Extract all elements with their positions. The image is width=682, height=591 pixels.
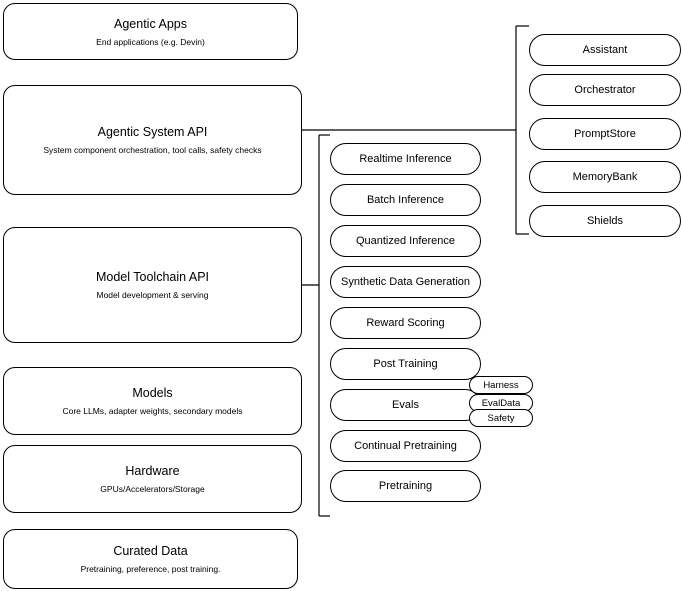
- stack-layer-title: Models: [132, 386, 173, 400]
- component-synthetic-data-generation[interactable]: [330, 266, 481, 298]
- component-quantized-inference[interactable]: [330, 225, 481, 257]
- stack-layer-models[interactable]: [3, 367, 302, 435]
- component-realtime-inference[interactable]: [330, 143, 481, 175]
- component-pretraining[interactable]: [330, 470, 481, 502]
- component-label: Harness: [483, 379, 519, 391]
- component-label: Realtime Inference: [359, 153, 452, 165]
- component-memorybank[interactable]: [529, 161, 681, 193]
- stack-layer-title: Curated Data: [113, 544, 188, 558]
- component-label: Safety: [487, 412, 515, 424]
- stack-layer-curated-data[interactable]: [3, 529, 298, 589]
- component-label: Quantized Inference: [355, 235, 456, 247]
- stack-layer-model-toolchain-api[interactable]: [3, 227, 302, 343]
- component-label: Continual Pretraining: [354, 440, 457, 452]
- component-label: Shields: [586, 215, 624, 227]
- component-label: Synthetic Data Generation: [340, 276, 471, 288]
- stack-layer-title: Model Toolchain API: [95, 270, 210, 284]
- stack-layer-subtitle: Pretraining, preference, post training.: [80, 564, 221, 574]
- stack-layer-hardware[interactable]: [3, 445, 302, 513]
- stack-layer-subtitle: End applications (e.g. Devin): [96, 36, 205, 47]
- component-label: Pretraining: [378, 480, 433, 492]
- stack-layer-agentic-system-api[interactable]: [3, 85, 302, 195]
- stack-layer-subtitle: System component orchestration, tool calls, safety checks: [43, 145, 262, 155]
- component-reward-scoring[interactable]: [330, 307, 481, 339]
- stack-layer-agentic-apps[interactable]: [3, 3, 298, 60]
- component-promptstore[interactable]: [529, 118, 681, 150]
- component-safety[interactable]: [469, 409, 533, 427]
- stack-layer-subtitle: Model development & serving: [96, 290, 209, 300]
- component-evals[interactable]: [330, 389, 481, 421]
- stack-layer-title: Agentic Apps: [114, 16, 187, 31]
- stack-layer-title: Agentic System API: [97, 125, 208, 139]
- component-shields[interactable]: [529, 205, 681, 237]
- component-label: PromptStore: [574, 128, 636, 140]
- stack-layer-title: Hardware: [125, 464, 180, 478]
- stack-layer-subtitle: GPUs/Accelerators/Storage: [100, 484, 205, 494]
- component-label: Post Training: [373, 358, 438, 370]
- component-label: Reward Scoring: [366, 317, 445, 329]
- component-assistant[interactable]: [529, 34, 681, 66]
- component-label: Batch Inference: [366, 194, 445, 206]
- component-label: Assistant: [582, 44, 628, 56]
- component-label: Orchestrator: [574, 84, 636, 96]
- component-batch-inference[interactable]: [330, 184, 481, 216]
- component-harness[interactable]: [469, 376, 533, 394]
- component-label: Evals: [392, 399, 419, 411]
- component-continual-pretraining[interactable]: [330, 430, 481, 462]
- component-post-training[interactable]: [330, 348, 481, 380]
- component-orchestrator[interactable]: [529, 74, 681, 106]
- stack-layer-subtitle: Core LLMs, adapter weights, secondary models: [62, 406, 243, 416]
- component-label: EvalData: [481, 397, 521, 409]
- component-label: MemoryBank: [572, 171, 638, 183]
